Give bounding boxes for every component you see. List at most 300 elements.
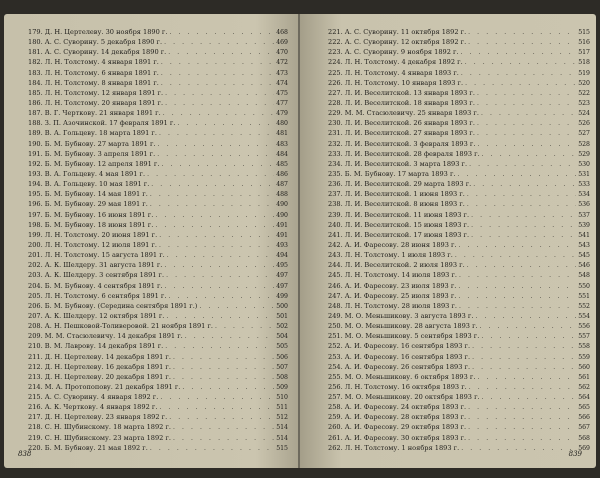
toc-entry: [328, 108, 590, 118]
toc-entry-title: М. А. Протопопову. 21 декабря 1891 г.: [44, 382, 181, 391]
toc-entry: [28, 230, 288, 240]
leader-dots: [161, 79, 274, 88]
toc-entry: [28, 270, 288, 280]
toc-entry-page: 522: [578, 89, 590, 97]
toc-entry-number: 184.: [28, 78, 43, 87]
toc-entry-page: 493: [276, 241, 288, 249]
toc-entry-text: [328, 88, 475, 98]
toc-entry-page: 541: [578, 231, 590, 239]
toc-entry-number: 256.: [328, 382, 343, 391]
toc-entry-page: 502: [276, 323, 288, 331]
toc-entry-number: 198.: [28, 220, 43, 229]
toc-entry: [28, 169, 288, 179]
toc-entry-title: Л. Н. Толстому. 6 сентября 1891 г.: [44, 291, 167, 300]
toc-entry: [28, 341, 288, 351]
toc-entry: [328, 189, 590, 199]
toc-entry-page: 477: [276, 99, 288, 107]
toc-entry: [28, 392, 288, 402]
toc-entry-title: Л. И. Веселитской. 3 февраля 1893 г.: [344, 139, 476, 148]
toc-entry-title: А. К. Черткову. 4 января 1892 г.: [44, 403, 158, 412]
toc-entry-page: 562: [578, 383, 590, 391]
toc-entry: [328, 443, 590, 453]
toc-entry-page: 539: [578, 221, 590, 229]
leader-dots: [173, 363, 274, 372]
toc-entry: [28, 199, 288, 209]
leader-dots: [482, 393, 577, 402]
toc-entry-number: 192.: [28, 159, 43, 168]
toc-entry: [28, 37, 288, 47]
toc-entry-text: [328, 47, 459, 57]
toc-entry-title: Б. М. Бубнову. (Середина сентября 1891 г.): [44, 301, 198, 310]
toc-entry: [328, 372, 590, 382]
toc-entry-number: 187.: [28, 109, 43, 118]
toc-entry-text: [328, 98, 475, 108]
toc-entry-number: 237.: [328, 190, 343, 199]
toc-entry: [328, 311, 590, 321]
toc-entry-title: З. П. Азочинской. 17 февраля 1891 г.: [44, 119, 176, 128]
toc-entry-title: Л. Н. Толстому. 12 января 1891 г.: [44, 88, 164, 97]
toc-entry: [328, 270, 590, 280]
toc-entry-text: [28, 270, 164, 280]
toc-entry-text: [328, 422, 466, 432]
leader-dots: [163, 109, 274, 118]
leader-dots: [167, 251, 274, 260]
toc-entry: [28, 47, 288, 57]
toc-entry-title: М. О. Меньшикову. 20 октября 1893 г.: [344, 393, 480, 402]
toc-entry-text: [28, 291, 166, 301]
leader-dots: [477, 140, 576, 149]
toc-entry: [328, 98, 590, 108]
toc-entry-text: [28, 311, 164, 321]
leader-dots: [467, 261, 577, 270]
toc-entry-page: 483: [276, 140, 288, 148]
leader-dots: [166, 271, 274, 280]
toc-entry-text: [28, 260, 162, 270]
toc-entry-page: 481: [276, 130, 288, 138]
right-page-number: 839: [568, 450, 582, 458]
toc-entry-text: [28, 169, 145, 179]
toc-entry-text: [28, 57, 159, 67]
leader-dots: [182, 383, 274, 392]
toc-entry-title: Л. Н. Толстому. 10 января 1893 г.: [344, 78, 464, 87]
leader-dots: [481, 332, 576, 341]
toc-entry: [28, 402, 288, 412]
leader-dots: [468, 28, 576, 37]
toc-entry-page: 469: [276, 39, 288, 47]
toc-entry-number: 215.: [28, 393, 43, 402]
toc-entry-number: 236.: [328, 180, 343, 189]
toc-entry: [28, 128, 288, 138]
toc-entry-number: 182.: [28, 58, 43, 67]
toc-entry-text: [328, 311, 473, 321]
toc-entry-text: [328, 362, 470, 372]
toc-entry-number: 255.: [328, 372, 343, 381]
toc-entry-page: 554: [578, 312, 590, 320]
leader-dots: [150, 444, 274, 453]
toc-entry-page: 475: [276, 89, 288, 97]
toc-entry: [28, 412, 288, 422]
toc-entry-page: 560: [578, 363, 590, 371]
toc-entry-number: 259.: [328, 413, 343, 422]
toc-entry-title: Л. Н. Толстому. 20 июня 1891 г.: [44, 230, 158, 239]
leader-dots: [465, 58, 577, 67]
leader-dots: [469, 383, 576, 392]
toc-entry-title: А. И. Фаресову. 16 сентября 1893 г.: [344, 352, 471, 361]
leader-dots: [458, 170, 577, 179]
toc-entry-page: 559: [578, 353, 590, 361]
toc-entry-page: 518: [578, 59, 590, 67]
toc-entry: [28, 443, 288, 453]
toc-entry-title: А. И. Фаресову. 28 июня 1893 г.: [344, 240, 457, 249]
toc-entry-number: 243.: [328, 251, 343, 260]
toc-entry-text: [328, 68, 459, 78]
toc-entry: [28, 331, 288, 341]
toc-entry-text: [328, 250, 453, 260]
toc-entry-text: [28, 68, 159, 78]
toc-entry-text: [328, 149, 480, 159]
toc-entry-number: 202.: [28, 261, 43, 270]
toc-entry-number: 254.: [328, 362, 343, 371]
toc-entry-page: 507: [276, 363, 288, 371]
toc-entry-page: 491: [276, 221, 288, 229]
leader-dots: [173, 434, 274, 443]
leader-dots: [177, 119, 274, 128]
toc-entry-title: М. М. Стасюлевичу. 25 января 1893 г.: [344, 109, 479, 118]
toc-entry-number: 180.: [28, 38, 43, 47]
toc-entry: [328, 422, 590, 432]
right-toc-list: [328, 27, 590, 453]
toc-entry-text: [28, 199, 148, 209]
toc-entry-title: А. И. Фаресову. 23 июля 1893 г.: [344, 281, 457, 290]
toc-entry-text: [328, 281, 456, 291]
toc-entry: [328, 281, 590, 291]
toc-entry: [328, 128, 590, 138]
toc-entry-title: Л. И. Веселитской. 8 июня 1893 г.: [344, 200, 465, 209]
toc-entry-title: М. О. Меньшикову. 28 августа 1893 г.: [344, 322, 478, 331]
toc-entry-page: 490: [276, 201, 288, 209]
toc-entry-page: 472: [276, 59, 288, 67]
toc-entry-number: 245.: [328, 271, 343, 280]
leader-dots: [157, 150, 274, 159]
leader-dots: [161, 160, 274, 169]
toc-entry-title: Б. М. Бубнову. 12 апреля 1891 г.: [44, 159, 160, 168]
toc-entry-page: 479: [276, 110, 288, 118]
toc-entry: [28, 118, 288, 128]
toc-entry-text: [28, 37, 162, 47]
toc-entry-page: 514: [276, 424, 288, 432]
toc-entry-page: 531: [578, 170, 590, 178]
toc-entry-page: 565: [578, 404, 590, 412]
toc-entry-page: 488: [276, 191, 288, 199]
leader-dots: [165, 342, 274, 351]
toc-entry: [28, 27, 288, 37]
leader-dots: [159, 403, 274, 412]
toc-entry: [328, 412, 590, 422]
toc-entry-page: 537: [578, 211, 590, 219]
toc-entry-page: 550: [578, 282, 590, 290]
leader-dots: [173, 373, 274, 382]
toc-entry-text: [28, 98, 163, 108]
toc-entry-text: [328, 331, 479, 341]
toc-entry-text: [28, 321, 213, 331]
toc-entry-title: Л. Н. Толстому. 4 января 1893 г.: [344, 68, 459, 77]
toc-entry-text: [28, 159, 159, 169]
leader-dots: [477, 89, 576, 98]
leader-dots: [477, 129, 576, 138]
leader-dots: [151, 180, 274, 189]
toc-entry-title: Л. Н. Толстому. 4 декабря 1892 г.: [344, 58, 463, 67]
leader-dots: [458, 292, 576, 301]
toc-entry-page: 552: [578, 302, 590, 310]
toc-entry-number: 230.: [328, 119, 343, 128]
toc-entry-text: [328, 57, 463, 67]
toc-entry-title: Д. Н. Цертелеву. 20 декабря 1891 г.: [44, 372, 171, 381]
toc-entry-title: Л. И. Веселитской. 27 января 1893 г.: [344, 129, 475, 138]
toc-entry-number: 207.: [28, 311, 43, 320]
toc-entry-page: 499: [276, 292, 288, 300]
toc-entry-page: 491: [276, 231, 288, 239]
toc-entry-text: [328, 352, 470, 362]
toc-entry: [328, 118, 590, 128]
toc-entry-text: [28, 149, 155, 159]
toc-entry-title: Л. Н. Толстому. 14 июля 1893 г.: [344, 271, 457, 280]
leader-dots: [468, 413, 576, 422]
toc-entry-number: 260.: [328, 423, 343, 432]
toc-entry: [328, 331, 590, 341]
leader-dots: [472, 363, 576, 372]
toc-entry-page: 530: [578, 160, 590, 168]
leader-dots: [169, 28, 274, 37]
toc-entry-page: 517: [578, 49, 590, 57]
toc-entry-title: Л. И. Веселитской. 26 января 1893 г.: [344, 119, 475, 128]
toc-entry-title: М. О. Меньшикову. 6 октября 1893 г.: [344, 372, 476, 381]
leader-dots: [160, 393, 274, 402]
toc-entry-text: [28, 443, 148, 453]
toc-entry-page: 564: [578, 394, 590, 402]
toc-entry-page: 528: [578, 140, 590, 148]
toc-entry-page: 480: [276, 120, 288, 128]
toc-entry-title: Л. Н. Толстому. 15 августа 1891 г.: [44, 251, 165, 260]
left-page-number: 838: [18, 450, 32, 458]
toc-entry-text: [328, 199, 465, 209]
toc-entry-number: 199.: [28, 230, 43, 239]
leader-dots: [459, 241, 577, 250]
left-toc-list: [28, 27, 288, 453]
toc-entry: [328, 341, 590, 351]
toc-entry: [328, 392, 590, 402]
toc-entry-page: 556: [578, 323, 590, 331]
leader-dots: [185, 332, 274, 341]
toc-entry: [328, 291, 590, 301]
toc-entry-number: 235.: [328, 169, 343, 178]
toc-entry: [28, 311, 288, 321]
toc-entry: [28, 291, 288, 301]
toc-entry-text: [328, 443, 459, 453]
toc-entry-number: 221.: [328, 28, 343, 36]
toc-entry: [28, 88, 288, 98]
toc-entry: [328, 169, 590, 179]
toc-entry-number: 214.: [28, 382, 43, 391]
leader-dots: [150, 200, 274, 209]
toc-entry: [28, 139, 288, 149]
toc-entry-title: Л. Н. Толстому. 12 июля 1891 г.: [44, 240, 157, 249]
toc-entry-title: Д. Н. Цертелеву. 30 ноября 1890 г.: [44, 28, 168, 36]
toc-entry-page: 506: [276, 353, 288, 361]
leader-dots: [459, 271, 576, 280]
toc-entry-title: Л. И. Веселитской. 29 марта 1893 г.: [344, 180, 472, 189]
toc-entry-page: 512: [276, 414, 288, 422]
toc-entry: [28, 372, 288, 382]
leader-dots: [471, 231, 576, 240]
toc-entry-text: [28, 139, 156, 149]
leader-dots: [477, 119, 576, 128]
leader-dots: [164, 261, 274, 270]
toc-entry-number: 205.: [28, 291, 43, 300]
toc-entry-text: [328, 118, 475, 128]
toc-entry: [328, 57, 590, 67]
toc-entry-text: [328, 301, 457, 311]
leader-dots: [461, 444, 576, 453]
toc-entry-page: 514: [276, 434, 288, 442]
toc-entry-title: Л. Н. Толстому. 1 ноября 1893 г.: [344, 443, 460, 452]
leader-dots: [150, 190, 274, 199]
toc-entry: [28, 189, 288, 199]
toc-entry: [28, 220, 288, 230]
toc-entry-page: 486: [276, 170, 288, 178]
toc-entry: [28, 321, 288, 331]
toc-entry-text: [28, 250, 165, 260]
toc-entry-number: 261.: [328, 433, 343, 442]
leader-dots: [461, 48, 577, 57]
toc-entry-title: А. И. Фаресову. 25 июля 1893 г.: [344, 291, 457, 300]
toc-entry: [28, 78, 288, 88]
toc-entry-text: [328, 108, 479, 118]
toc-entry-text: [328, 321, 478, 331]
leader-dots: [199, 302, 274, 311]
toc-entry-page: 569: [578, 444, 590, 452]
toc-entry-text: [28, 78, 159, 88]
toc-entry-number: 222.: [328, 38, 343, 47]
toc-entry-number: 241.: [328, 230, 343, 239]
toc-entry-text: [28, 422, 171, 432]
toc-entry-page: 509: [276, 383, 288, 391]
toc-entry: [328, 199, 590, 209]
toc-entry-title: Л. И. Веселитской. 3 марта 1893 г.: [344, 159, 468, 168]
leader-dots: [477, 99, 576, 108]
toc-entry: [28, 179, 288, 189]
toc-entry-number: 242.: [328, 240, 343, 249]
toc-entry-text: [328, 169, 456, 179]
toc-entry-title: Л. И. Веселитской. 13 января 1893 г.: [344, 88, 475, 97]
toc-entry-title: Л. Н. Толстому. 1 июля 1893 г.: [344, 251, 453, 260]
toc-entry-title: Д. Н. Цертелеву. 23 января 1892 г.: [44, 413, 168, 422]
leader-dots: [165, 99, 274, 108]
toc-entry-title: Б. М. Бубнову. 27 марта 1891 г.: [44, 139, 156, 148]
leader-dots: [461, 69, 576, 78]
toc-entry-page: 470: [276, 49, 288, 57]
toc-entry-page: 516: [578, 39, 590, 47]
toc-entry-title: В. М. Лаврову. 14 декабря 1891 г.: [44, 342, 164, 351]
toc-entry-page: 534: [578, 191, 590, 199]
toc-entry-page: 505: [276, 343, 288, 351]
toc-entry-page: 526: [578, 120, 590, 128]
toc-entry-number: 189.: [28, 129, 43, 138]
toc-entry-title: Л. И. Веселитской. 1 июня 1893 г.: [344, 190, 465, 199]
toc-entry-number: 191.: [28, 149, 43, 158]
leader-dots: [165, 89, 274, 98]
toc-entry-page: 474: [276, 79, 288, 87]
toc-entry: [328, 179, 590, 189]
toc-entry-title: Л. И. Веселитской. 2 июля 1893 г.: [344, 261, 465, 270]
toc-entry-number: 252.: [328, 342, 343, 351]
toc-entry-title: В. А. Гольцеву. 4 мая 1891 г.: [44, 169, 146, 178]
toc-entry-title: В. А. Гольцеву. 18 марта 1891 г.: [44, 129, 157, 138]
toc-entry-title: Л. Н. Толстому. 6 января 1891 г.: [44, 68, 159, 77]
toc-entry-number: 258.: [328, 403, 343, 412]
toc-entry-number: 244.: [328, 261, 343, 270]
leader-dots: [482, 150, 577, 159]
toc-entry-page: 515: [578, 29, 590, 36]
toc-entry-number: 200.: [28, 240, 43, 249]
toc-entry-number: 233.: [328, 149, 343, 158]
toc-entry-text: [328, 189, 465, 199]
toc-entry-number: 211.: [28, 352, 43, 361]
toc-entry-title: Л. Н. Толстому. 8 января 1891 г.: [44, 78, 159, 87]
toc-entry-title: Б. М. Бубнову. 3 апреля 1891 г.: [44, 149, 156, 158]
leader-dots: [173, 353, 274, 362]
leader-dots: [471, 211, 576, 220]
toc-entry-text: [328, 372, 475, 382]
toc-entry: [328, 139, 590, 149]
toc-entry-title: Д. Н. Цертелеву. 16 декабря 1891 г.: [44, 362, 171, 371]
toc-entry-title: Л. И. Веселитской. 15 июня 1893 г.: [344, 220, 470, 229]
toc-entry: [28, 149, 288, 159]
toc-entry-text: [28, 372, 171, 382]
toc-entry-text: [28, 118, 175, 128]
toc-entry-number: 239.: [328, 210, 343, 219]
toc-entry-page: 557: [578, 333, 590, 341]
toc-entry: [28, 57, 288, 67]
toc-entry-page: 510: [276, 394, 288, 402]
toc-entry-text: [28, 341, 163, 351]
toc-entry-page: 487: [276, 181, 288, 189]
toc-entry-page: 519: [578, 69, 590, 77]
toc-entry-title: А. И. Фаресову. 28 октября 1893 г.: [344, 413, 467, 422]
toc-entry-number: 223.: [328, 48, 343, 57]
leader-dots: [455, 251, 576, 260]
toc-entry-title: А. С. Суворину. 9 ноября 1892 г.: [344, 48, 459, 57]
left-page: [4, 14, 300, 468]
toc-entry-number: 193.: [28, 169, 43, 178]
toc-entry-page: 497: [276, 272, 288, 280]
toc-entry-page: 548: [578, 272, 590, 280]
toc-entry-page: 490: [276, 211, 288, 219]
toc-entry-page: 511: [276, 404, 288, 412]
toc-entry-page: 520: [578, 79, 590, 87]
leader-dots: [173, 423, 274, 432]
toc-entry-page: 501: [276, 312, 288, 320]
toc-entry-title: М. О. Меньшикову. 3 августа 1893 г.: [344, 311, 474, 320]
toc-entry-text: [328, 402, 466, 412]
toc-entry: [328, 260, 590, 270]
leader-dots: [168, 48, 274, 57]
toc-entry-title: М. О. Меньшикову. 5 сентября 1893 г.: [344, 332, 480, 341]
toc-entry-number: 209.: [28, 332, 43, 341]
toc-entry-text: [28, 362, 171, 372]
leader-dots: [477, 373, 576, 382]
toc-entry-text: [328, 260, 465, 270]
leader-dots: [475, 312, 576, 321]
